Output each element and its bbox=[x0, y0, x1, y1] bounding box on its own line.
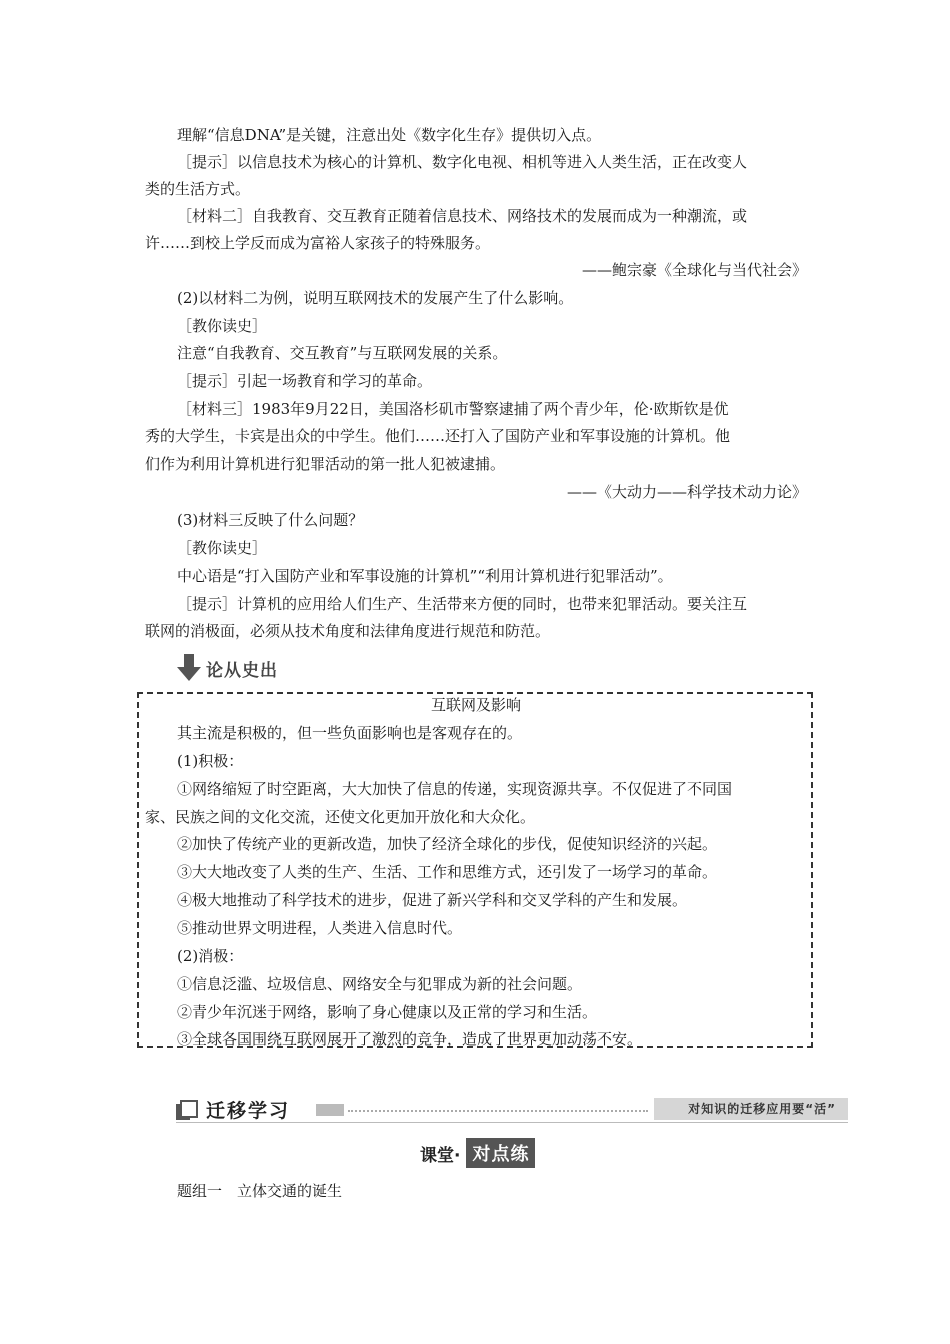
box-line: (2)消极： bbox=[177, 947, 244, 965]
text-line: ［教你读史］ bbox=[177, 317, 268, 335]
box-line: ②青少年沉迷于网络，影响了身心健康以及正常的学习和生活。 bbox=[177, 1003, 598, 1021]
text-line: ［教你读史］ bbox=[177, 539, 268, 557]
underline-divider bbox=[176, 1122, 848, 1123]
text-line: 秀的大学生，卡宾是出众的中学生。他们……还打入了国防产业和军事设施的计算机。他 bbox=[145, 427, 731, 445]
box-line: ③大大地改变了人类的生产、生活、工作和思维方式，还引发了一场学习的革命。 bbox=[177, 863, 718, 881]
practice-badge: 对点练 bbox=[466, 1138, 535, 1168]
section-title: 论从史出 bbox=[206, 660, 278, 681]
citation: ——《大动力——科学技术动力论》 bbox=[566, 483, 807, 501]
text-line: 联网的消极面，必须从技术角度和法律角度进行规范和防范。 bbox=[145, 622, 551, 640]
box-title: 互联网及影响 bbox=[430, 696, 521, 714]
dotted-divider bbox=[348, 1110, 648, 1112]
transfer-section-bar bbox=[176, 1094, 848, 1124]
text-line: 注意“自我教育、交互教育”与互联网发展的关系。 bbox=[177, 344, 508, 362]
question: (3)材料三反映了什么问题？ bbox=[177, 511, 364, 529]
square-outline-icon bbox=[180, 1100, 198, 1118]
box-line: ①网络缩短了时空距离，大大加快了信息的传递，实现资源共享。不仅促进了不同国 bbox=[177, 780, 733, 798]
question: (2)以材料二为例，说明互联网技术的发展产生了什么影响。 bbox=[177, 289, 574, 307]
text-line: ［提示］以信息技术为核心的计算机、数字化电视、相机等进入人类生活，正在改变人 bbox=[177, 153, 748, 171]
text-line: 类的生活方式。 bbox=[145, 180, 251, 198]
transfer-title: 迁移学习 bbox=[206, 1100, 291, 1122]
box-line: 家、民族之间的文化交流，还使文化更加开放化和大众化。 bbox=[145, 808, 536, 826]
box-line: ④极大地推动了科学技术的进步，促进了新兴学科和交叉学科的产生和发展。 bbox=[177, 891, 688, 909]
text-line: ［提示］计算机的应用给人们生产、生活带来方便的同时，也带来犯罪活动。要关注互 bbox=[177, 595, 748, 613]
box-line: ⑤推动世界文明进程，人类进入信息时代。 bbox=[177, 919, 463, 937]
decor-block bbox=[316, 1104, 344, 1116]
box-line: ③全球各国围绕互联网展开了激烈的竞争，造成了世界更加动荡不安。 bbox=[177, 1030, 643, 1048]
text-line: ［材料二］自我教育、交互教育正随着信息技术、网络技术的发展而成为一种潮流，或 bbox=[177, 207, 748, 225]
citation: ——鲍宗豪《全球化与当代社会》 bbox=[581, 261, 807, 279]
question-group-title: 题组一 立体交通的诞生 bbox=[177, 1182, 343, 1200]
text-line: 们作为利用计算机进行犯罪活动的第一批人犯被逮捕。 bbox=[145, 455, 506, 473]
arrow-down-icon bbox=[176, 654, 202, 682]
text-line: ［材料三］1983年9月22日，美国洛杉矶市警察逮捕了两个青少年，伦·欧斯钦是优 bbox=[177, 400, 729, 418]
text-line: 许……到校上学反而成为富裕人家孩子的特殊服务。 bbox=[145, 234, 491, 252]
transfer-subtitle: 对知识的迁移应用要“活” bbox=[688, 1102, 836, 1116]
text-line: 中心语是“打入国防产业和军事设施的计算机”“利用计算机进行犯罪活动”。 bbox=[177, 567, 673, 585]
box-line: ①信息泛滥、垃圾信息、网络安全与犯罪成为新的社会问题。 bbox=[177, 975, 583, 993]
text-line: 理解“信息DNA”是关键，注意出处《数字化生存》提供切入点。 bbox=[177, 126, 602, 144]
box-line: (1)积极： bbox=[177, 752, 244, 770]
practice-heading bbox=[420, 1138, 535, 1168]
practice-label: 课堂· bbox=[420, 1145, 461, 1166]
section-heading-lun bbox=[176, 654, 278, 682]
box-line: 其主流是积极的，但一些负面影响也是客观存在的。 bbox=[177, 724, 523, 742]
box-line: ②加快了传统产业的更新改造，加快了经济全球化的步伐，促使知识经济的兴起。 bbox=[177, 835, 718, 853]
text-line: ［提示］引起一场教育和学习的革命。 bbox=[177, 372, 433, 390]
